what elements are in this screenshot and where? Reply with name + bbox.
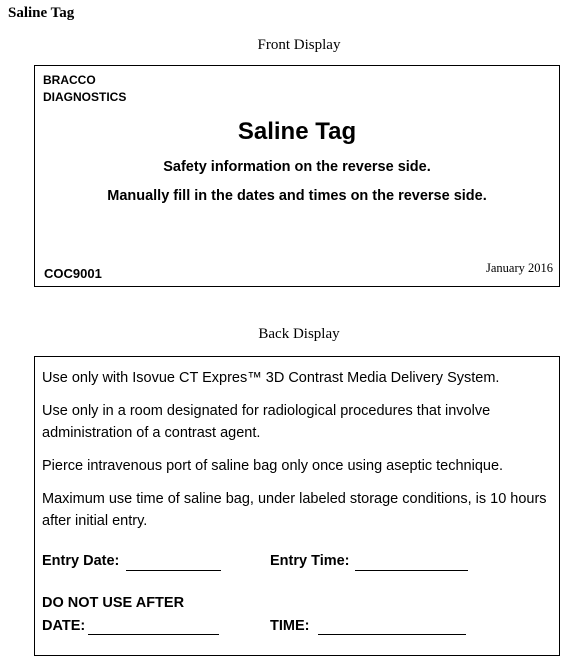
do-not-use-after-label: DO NOT USE AFTER [42,595,185,611]
back-display-caption: Back Display [258,326,340,342]
front-display-card [34,65,560,287]
brand-line-1: BRACCO [43,73,96,87]
brand-block [43,72,126,106]
expiry-date-label: DATE: [42,618,86,634]
tag-title: Saline Tag [237,118,357,145]
instruction-4: Maximum use time of saline bag, under labeled storage conditions, is 10 hours after initial entry. [42,491,547,529]
entry-time-field[interactable] [355,570,468,571]
front-info-line-2: Manually fill in the dates and times on the reverse side. [107,188,487,204]
product-code: COC9001 [44,266,102,281]
front-display-caption: Front Display [257,37,341,53]
entry-time-label: Entry Time: [270,553,350,569]
instruction-2: Use only in a room designated for radiological procedures that involve administration of a contrast agent. [42,403,491,441]
revision-date: January 2016 [486,261,553,275]
expiry-time-field[interactable] [318,634,466,635]
instruction-3: Pierce intravenous port of saline bag only once using aseptic technique. [42,458,504,474]
entry-date-label: Entry Date: [42,553,120,569]
page-heading: Saline Tag [8,5,75,21]
front-info-line-1: Safety information on the reverse side. [163,159,431,175]
entry-date-field[interactable] [126,570,221,571]
back-display-card [34,356,560,656]
expiry-date-field[interactable] [88,634,219,635]
expiry-time-label: TIME: [270,618,310,634]
brand-line-2: DIAGNOSTICS [43,90,127,104]
instruction-1: Use only with Isovue CT Expres™ 3D Contrast Media Delivery System. [42,370,500,386]
